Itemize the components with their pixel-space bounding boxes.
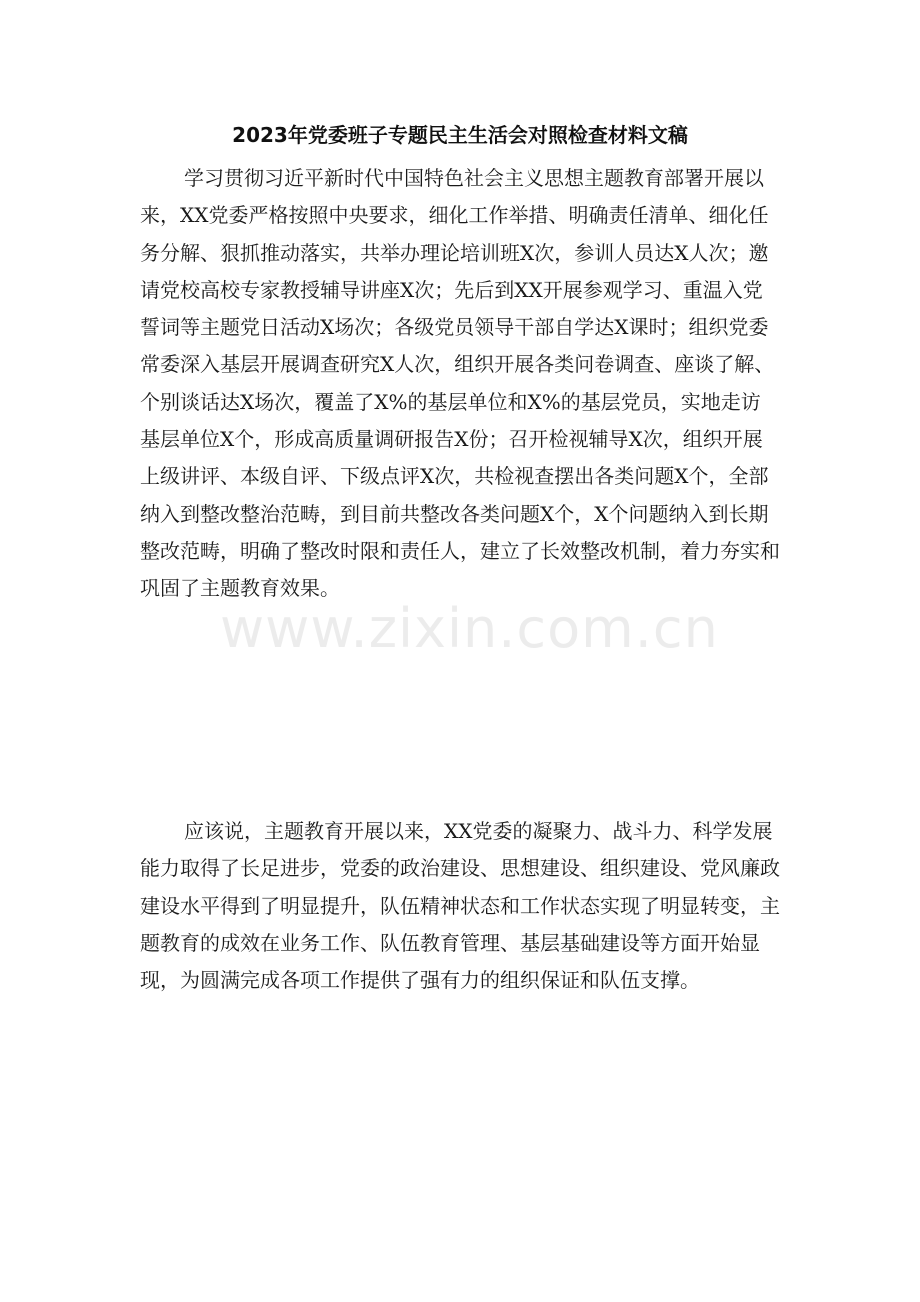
document-title: 2023年党委班子专题民主生活会对照检查材料文稿 <box>232 123 688 147</box>
watermark: www.zixin.com.cn <box>220 597 719 660</box>
body-paragraph-1: 学习贯彻习近平新时代中国特色社会主义思想主题教育部署开展以来，XX党委严格按照中央要求，细化工作举措、明确责任清单、细化任务分解、狠抓推动落实，共举办理论培训班X次，参训人员达X人次；邀请党校高校专家教授辅导讲座X次；先后到XX开展参观学习、重温入党誓词等主题党日活动X场次；各级党员领导干部自学达X课时；组织党委常委深入基层开展调查研究X人次，组织开展各类问卷调查、座谈了解、个别谈话达X场次，覆盖了X%的基层单位和X%的基层党员，实地走访基层单位X个，形成高质量调研报告X份；召开检视辅导X次，组织开展上级讲评、本级自评、下级点评X次，共检视查摆出各类问题X个，全部纳入到整改整治范畴，到目前共整改各类问题X个，X个问题纳入到长期整改范畴，明确了整改时限和责任人，建立了长效整改机制，着力夯实和巩固了主题教育效果。 <box>140 166 780 601</box>
body-paragraph-2: 应该说，主题教育开展以来，XX党委的凝聚力、战斗力、科学发展能力取得了长足进步，党委的政治建设、思想建设、组织建设、党风廉政建设水平得到了明显提升，队伍精神状态和工作状态实现了明显转变，主题教育的成效在业务工作、队伍教育管理、基层基础建设等方面开始显现，为圆满完成各项工作提供了强有力的组织保证和队伍支撑。 <box>140 819 780 993</box>
